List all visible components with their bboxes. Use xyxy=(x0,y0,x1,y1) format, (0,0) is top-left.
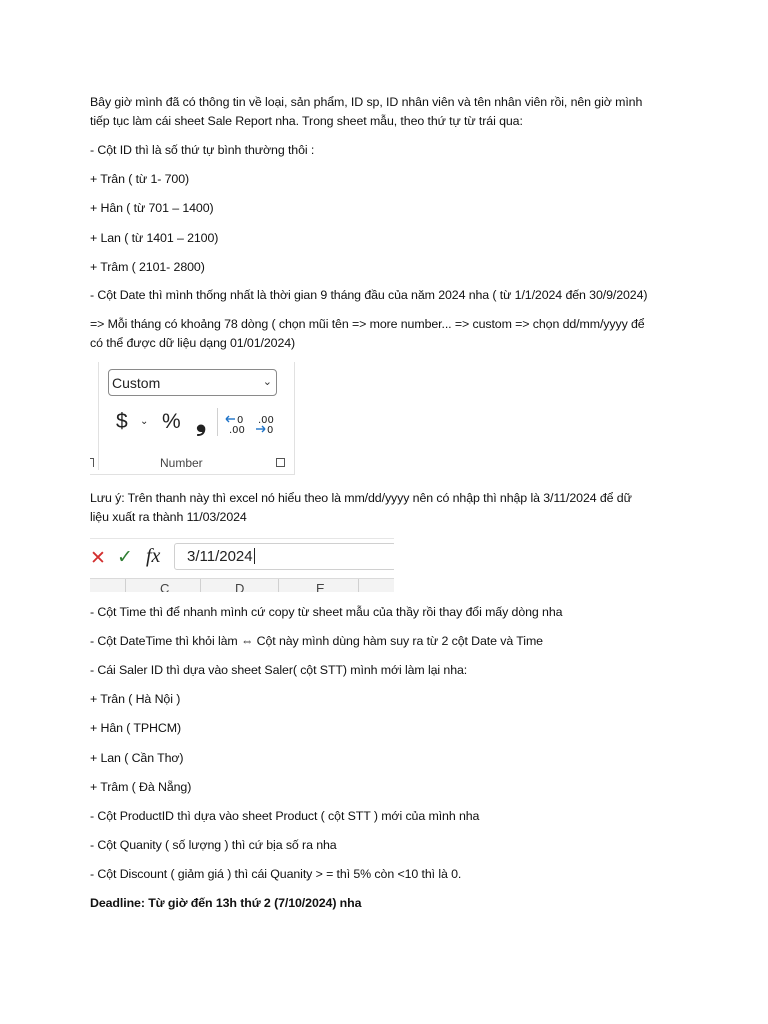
column-headers xyxy=(90,578,394,592)
note-line-1: Lưu ý: Trên thanh này thì excel nó hiểu theo là mm/dd/yyyy nên có nhập thì nhập là 3/11/2024 để dữ xyxy=(90,491,632,505)
saler-tram: + Trâm ( Đà Nẵng) xyxy=(90,780,192,794)
decrease-decimal-icon[interactable] xyxy=(254,412,280,441)
chevron-down-icon[interactable]: ⌄ xyxy=(140,416,149,427)
cancel-icon[interactable]: ✕ xyxy=(90,548,106,569)
text-caret xyxy=(254,548,255,564)
column-header-d[interactable]: D xyxy=(235,581,245,592)
dialog-launcher-icon[interactable] xyxy=(276,458,285,467)
svg-text:.00: .00 xyxy=(229,425,245,436)
datetime-column-note: - Cột DateTime thì khỏi làm ⇔ Cột này mình dùng hàm suy ra từ 2 cột Date và Time xyxy=(90,634,543,648)
svg-text:0: 0 xyxy=(267,425,274,436)
formula-bar-screenshot xyxy=(90,538,394,592)
month-line-1: => Mỗi tháng có khoảng 78 dòng ( chọn mũi tên => more number... => custom => chọn dd/mm/yyyy để xyxy=(90,317,645,331)
currency-format-button[interactable]: $ xyxy=(116,410,128,433)
formula-bar xyxy=(90,538,394,573)
increase-decimal-icon[interactable] xyxy=(224,412,250,441)
percent-style-button[interactable]: % xyxy=(162,410,181,433)
insert-function-icon[interactable]: fx xyxy=(146,545,161,567)
ribbon-separator xyxy=(217,408,218,436)
column-divider xyxy=(125,579,126,592)
quantity-note: - Cột Quanity ( số lượng ) thì cứ bịa số ra nha xyxy=(90,838,337,852)
excel-date-note xyxy=(90,489,690,527)
deadline-note: Deadline: Từ giờ đến 13h thứ 2 (7/10/2024) nha xyxy=(90,896,362,910)
intro-paragraph xyxy=(90,93,690,131)
saler-han: + Hân ( TPHCM) xyxy=(90,721,181,735)
ribbon-divider xyxy=(98,362,99,470)
month-rows-note xyxy=(90,315,690,353)
id-column-note: - Cột ID thì là số thứ tự bình thường thôi : xyxy=(90,143,315,157)
number-format-ribbon xyxy=(90,362,295,475)
column-header-e[interactable]: E xyxy=(316,581,325,592)
range-han: + Hân ( từ 701 – 1400) xyxy=(90,201,214,215)
saler-id-note: - Cái Saler ID thì dựa vào sheet Saler( cột STT) mình mới làm lại nha: xyxy=(90,663,468,677)
svg-text:0: 0 xyxy=(237,415,244,426)
check-icon[interactable]: ✓ xyxy=(117,547,133,568)
column-divider xyxy=(358,579,359,592)
column-header-c[interactable]: C xyxy=(160,581,170,592)
date-column-note: - Cột Date thì mình thống nhất là thời gian 9 tháng đầu của năm 2024 nha ( từ 1/1/2024 đến 30/9/2024) xyxy=(90,288,648,302)
comma-style-button[interactable]: ❟ xyxy=(196,406,207,436)
svg-text:.00: .00 xyxy=(258,415,274,426)
number-group-label: Number xyxy=(160,456,203,470)
product-id-note: - Cột ProductID thì dựa vào sheet Product ( cột STT ) mới của mình nha xyxy=(90,809,480,823)
month-line-2: có thể được dữ liệu dạng 01/01/2024) xyxy=(90,336,296,350)
number-format-dropdown[interactable] xyxy=(108,369,277,396)
range-tran: + Trân ( từ 1- 700) xyxy=(90,172,190,186)
time-column-note: - Cột Time thì để nhanh mình cứ copy từ sheet mẫu của thầy rồi thay đổi mấy dòng nha xyxy=(90,605,563,619)
column-divider xyxy=(200,579,201,592)
saler-lan: + Lan ( Cần Thơ) xyxy=(90,751,184,765)
dialog-launcher-icon[interactable] xyxy=(90,458,94,467)
intro-line-1: Bây giờ mình đã có thông tin về loại, sản phẩm, ID sp, ID nhân viên và tên nhân viên rồi, nên giờ mình xyxy=(90,95,643,109)
discount-note: - Cột Discount ( giảm giá ) thì cái Quanity > = thì 5% còn <10 thì là 0. xyxy=(90,867,462,881)
chevron-down-icon: ⌄ xyxy=(262,376,272,388)
note-line-2: liệu xuất ra thành 11/03/2024 xyxy=(90,510,247,524)
column-divider xyxy=(278,579,279,592)
saler-tran: + Trân ( Hà Nội ) xyxy=(90,692,181,706)
formula-value: 3/11/2024 xyxy=(187,548,253,565)
formula-input[interactable] xyxy=(174,543,394,570)
intro-line-2: tiếp tục làm cái sheet Sale Report nha. Trong sheet mẫu, theo thứ tự từ trái qua: xyxy=(90,114,523,128)
range-tram: + Trâm ( 2101- 2800) xyxy=(90,260,205,274)
number-format-value: Custom xyxy=(112,375,161,391)
range-lan: + Lan ( từ 1401 – 2100) xyxy=(90,231,219,245)
